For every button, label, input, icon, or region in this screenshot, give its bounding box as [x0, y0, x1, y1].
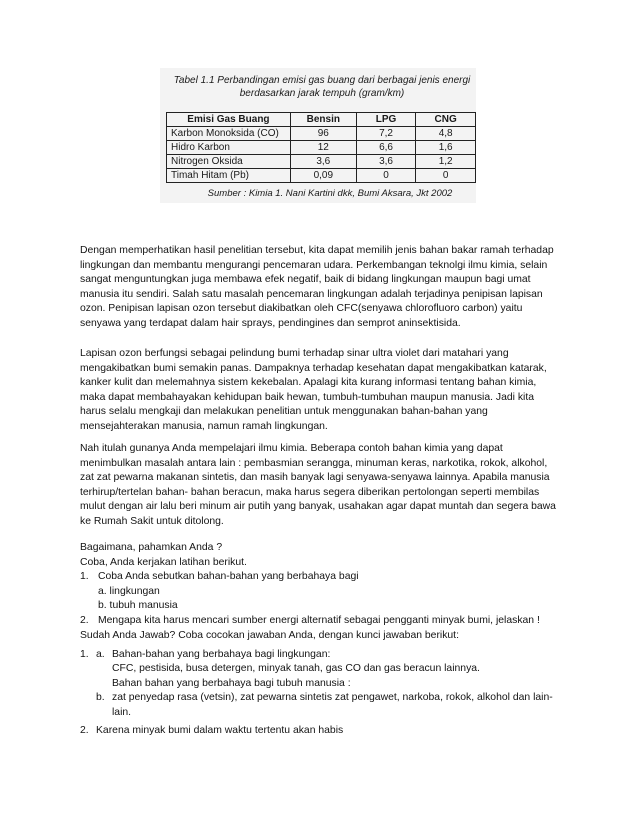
answer-text: zat penyedap rasa (vetsin), zat pewarna sintetis zat pengawet, narkoba, rokok, alkohol dan lain-	[112, 692, 553, 703]
answer-1b	[80, 691, 570, 706]
table-cell: 7,2	[356, 127, 416, 141]
table-row	[167, 169, 476, 183]
answer-text: CFC, pestisida, busa detergen, minyak tanah, gas CO dan gas beracun lainnya.	[112, 663, 480, 674]
question-number: 1.	[80, 571, 89, 582]
text-line: zat zat pewarna makanan sintetis, dan masih banyak lagi senyawa-senyawa lainnya. Apabila manusia	[80, 472, 550, 483]
header-cell: LPG	[356, 113, 416, 127]
table-header-row	[167, 113, 476, 127]
header-cell: CNG	[416, 113, 476, 127]
question-number: 2.	[80, 614, 89, 626]
text-line: senyawa yang terdapat dalam hair sprays, pendingines dan semprot aninsektisida.	[80, 317, 461, 329]
exercise-intro: Coba, Anda kerjakan latihan berikut.	[80, 556, 247, 568]
option-text: b. tubuh manusia	[98, 600, 178, 611]
table-cell: 3,6	[356, 155, 416, 169]
table-cell: Nitrogen Oksida	[167, 155, 291, 169]
text-line: lingkungan dan membantu mengurangi pencemaran udara. Perkembangan teknolgi ilmu kimia, selain	[80, 259, 548, 271]
answer-number: 2.	[80, 725, 89, 736]
table-row	[167, 155, 476, 169]
text-line: manusia itu sendiri. Salah satu masalah pencemaran lingkungan adalah terjadinya penipisan lapisan	[80, 288, 543, 300]
paragraph-2	[80, 347, 570, 434]
table-cell: 3,6	[290, 155, 356, 169]
question-1-option	[80, 585, 570, 600]
option-text: a. lingkungan	[98, 585, 160, 597]
answer-text: Karena minyak bumi dalam waktu tertentu akan habis	[96, 725, 344, 736]
table-caption	[172, 74, 472, 100]
question-1	[80, 570, 570, 585]
caption-line: berdasarkan jarak tempuh (gram/km)	[239, 88, 405, 99]
table-source: Sumber : Kimia 1. Nani Kartini dkk, Bumi Aksara, Jkt 2002	[207, 188, 453, 199]
emission-table	[166, 112, 476, 183]
text-line: ke Rumah Sakit untuk ditolong.	[80, 515, 224, 527]
text-line: mensejahterakan manusia, namun ramah lingkungan.	[80, 420, 328, 432]
answer-2	[80, 724, 570, 739]
question-text: Mengapa kita harus mencari sumber energi alternatif sebagai pengganti minyak bumi, jelaskan !	[98, 614, 540, 626]
paragraph-1	[80, 244, 570, 331]
answer-1a	[80, 648, 570, 663]
text-line: sangat menguntungkan juga membawa efek negatif, baik di bidang lingkungan maupun bagi umat	[80, 274, 531, 285]
exercise-section	[80, 541, 570, 628]
question-2	[80, 614, 570, 629]
table-cell: Karbon Monoksida (CO)	[167, 127, 291, 141]
answer-section	[80, 629, 570, 739]
text-line: ozon. Penipisan lapisan ozon tersebut diakibatkan oleh CFC(senyawa chlorofluoro carbon) yaitu	[80, 303, 523, 314]
question-1-option	[80, 599, 570, 614]
table-cell: 96	[290, 127, 356, 141]
answer-sub-label: b.	[96, 692, 105, 703]
answer-text: Bahan bahan yang berbahaya bagi tubuh manusia :	[112, 677, 351, 689]
text-line: Nah itulah gunanya Anda mempelajari ilmu kimia. Beberapa contoh bahan kimia yang dapat	[80, 443, 503, 454]
table-cell: 12	[290, 141, 356, 155]
table-cell: 1,6	[416, 141, 476, 155]
text-line: Dengan memperhatikan hasil penelitian tersebut, kita dapat memilih jenis bahan bakar ramah terhadap	[80, 245, 554, 256]
table-cell: 0	[356, 169, 416, 183]
text-line: menimbulkan masalah antara lain : pembasmian serangga, minuman keras, narkotika, rokok, alkohol,	[80, 457, 548, 469]
header-cell: Bensin	[290, 113, 356, 127]
text-line: Lapisan ozon berfungsi sebagai pelindung bumi terhadap sinar ultra violet dari matahari yang	[80, 348, 509, 359]
text-line: maka dapat membahayakan kehidupan baik hewan, tumbuh-tumbuhan maupun manusia. Jadi kita	[80, 391, 535, 403]
answer-sub-label: a.	[96, 648, 105, 660]
text-line: harus selalu mengkaji dan melakukan penelitian untuk menggunakan bahan-bahan yang	[80, 406, 488, 417]
question-text: Coba Anda sebutkan bahan-bahan yang berbahaya bagi	[98, 571, 359, 582]
text-line: mengakibatkan bumi semakin panas. Dampaknya terhadap kesehatan dapat mengakibatkan katarak,	[80, 362, 547, 374]
answer-text: Bahan-bahan yang berbahaya bagi lingkungan:	[112, 648, 331, 660]
answer-intro: Sudah Anda Jawab? Coba cocokan jawaban Anda, dengan kunci jawaban berikut:	[80, 630, 459, 641]
answer-number: 1.	[80, 648, 89, 660]
text-line: kanker kulit dan melemahnya sistem kekebalan. Apalagi kita kurang informasi tentang bahan kimia,	[80, 377, 537, 388]
caption-line: Tabel 1.1 Perbandingan emisi gas buang dari berbagai jenis energi	[173, 75, 471, 86]
exercise-intro: Bagaimana, pahamkan Anda ?	[80, 542, 223, 553]
emission-table-figure	[160, 68, 476, 203]
table-cell: 0,09	[290, 169, 356, 183]
text-line: terhirup/tertelan bahan- bahan beracun, maka harus segera diberikan pertolongan seperti membilas	[80, 486, 540, 498]
table-cell: 1,2	[416, 155, 476, 169]
table-row	[167, 141, 476, 155]
table-row	[167, 127, 476, 141]
table-cell: 6,6	[356, 141, 416, 155]
table-cell: Timah Hitam (Pb)	[167, 169, 291, 183]
paragraph-3	[80, 442, 570, 529]
answer-text: lain.	[112, 706, 132, 718]
text-line: mulut dengan air lalu beri minum air putih yang banyak, usahakan agar dapat muntah dan segera bawa	[80, 501, 556, 512]
table-cell: 4,8	[416, 127, 476, 141]
table-cell: 0	[416, 169, 476, 183]
header-cell: Emisi Gas Buang	[167, 113, 291, 127]
table-cell: Hidro Karbon	[167, 141, 291, 155]
